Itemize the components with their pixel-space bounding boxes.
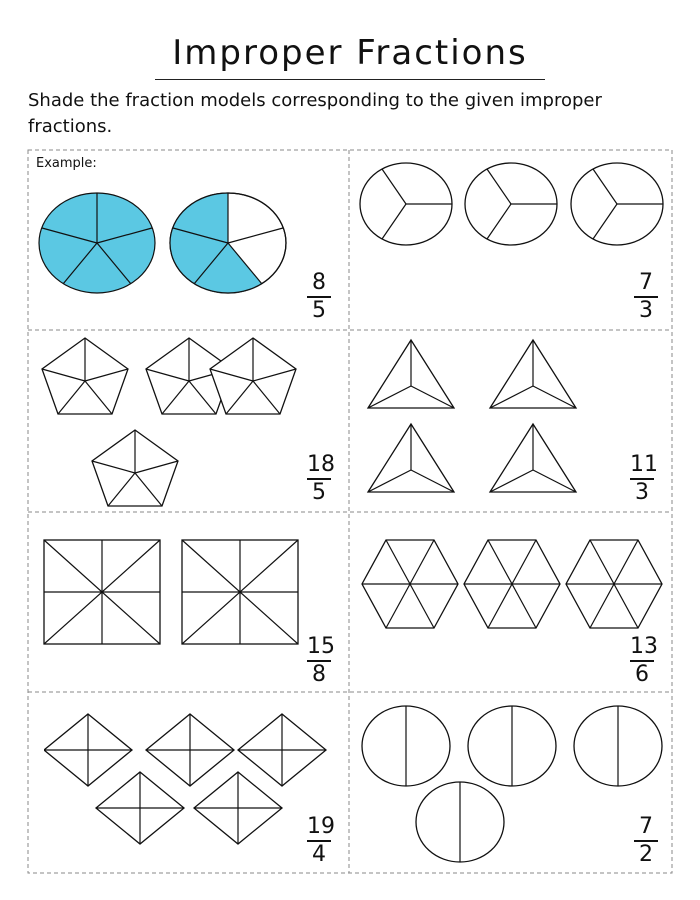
fraction-numerator: 7 bbox=[634, 272, 658, 298]
title-underline bbox=[155, 79, 545, 80]
fraction-denominator: 3 bbox=[639, 298, 653, 323]
diamond-3[interactable] bbox=[238, 714, 326, 786]
fraction-19-4 bbox=[299, 816, 339, 866]
fraction-numerator: 7 bbox=[634, 816, 658, 842]
rectangle-1[interactable] bbox=[44, 540, 160, 644]
fraction-numerator: 8 bbox=[307, 272, 331, 298]
fraction-numerator: 18 bbox=[307, 454, 331, 480]
circle-halves-3[interactable] bbox=[574, 706, 662, 786]
hexagon-3[interactable] bbox=[566, 540, 662, 628]
example-fraction bbox=[299, 272, 339, 322]
fraction-numerator: 19 bbox=[307, 816, 331, 842]
diamond-4[interactable] bbox=[96, 772, 184, 844]
hexagon-2[interactable] bbox=[464, 540, 560, 628]
triangle-1[interactable] bbox=[368, 340, 454, 408]
example-models[interactable] bbox=[36, 188, 296, 308]
pentagon-4[interactable] bbox=[92, 430, 178, 506]
example-circle-1[interactable] bbox=[39, 193, 155, 293]
circle-halves-4[interactable] bbox=[416, 782, 504, 862]
fraction-denominator: 2 bbox=[639, 842, 653, 867]
fraction-18-5 bbox=[299, 454, 339, 504]
circle-thirds-models[interactable] bbox=[356, 158, 668, 248]
diamond-2[interactable] bbox=[146, 714, 234, 786]
hexagon-models[interactable] bbox=[360, 534, 666, 640]
fraction-denominator: 3 bbox=[635, 480, 649, 505]
fraction-denominator: 5 bbox=[312, 480, 326, 505]
pentagon-3[interactable] bbox=[210, 338, 296, 414]
circle-thirds-1[interactable] bbox=[360, 163, 452, 245]
fraction-denominator: 5 bbox=[312, 298, 326, 323]
diamond-1[interactable] bbox=[44, 714, 132, 786]
fraction-numerator: 13 bbox=[630, 636, 654, 662]
circle-halves-models[interactable] bbox=[360, 702, 666, 867]
fraction-numerator: 11 bbox=[630, 454, 654, 480]
fraction-7-2 bbox=[626, 816, 666, 866]
fraction-numerator: 15 bbox=[307, 636, 331, 662]
instructions: Shade the fraction models corresponding to the given improper fractions. bbox=[28, 90, 602, 137]
pentagon-1[interactable] bbox=[42, 338, 128, 414]
hexagon-1[interactable] bbox=[362, 540, 458, 628]
triangle-models[interactable] bbox=[362, 336, 584, 498]
fraction-13-6 bbox=[622, 636, 662, 686]
example-label: Example: bbox=[36, 156, 97, 171]
fraction-denominator: 6 bbox=[635, 662, 649, 687]
fraction-denominator: 4 bbox=[312, 842, 326, 867]
circle-thirds-2[interactable] bbox=[465, 163, 557, 245]
fraction-denominator: 8 bbox=[312, 662, 326, 687]
circle-thirds-3[interactable] bbox=[571, 163, 663, 245]
triangle-3[interactable] bbox=[368, 424, 454, 492]
triangle-2[interactable] bbox=[490, 340, 576, 408]
circle-halves-1[interactable] bbox=[362, 706, 450, 786]
example-circle-2[interactable] bbox=[170, 193, 286, 293]
rectangle-models[interactable] bbox=[40, 536, 302, 648]
pentagon-models[interactable] bbox=[36, 334, 306, 510]
diamond-5[interactable] bbox=[194, 772, 282, 844]
fraction-11-3 bbox=[622, 454, 662, 504]
fraction-15-8 bbox=[299, 636, 339, 686]
fraction-7-3 bbox=[626, 272, 666, 322]
worksheet-title: Improper Fractions bbox=[172, 33, 528, 73]
rectangle-2[interactable] bbox=[182, 540, 298, 644]
diamond-models[interactable] bbox=[44, 710, 328, 850]
triangle-4[interactable] bbox=[490, 424, 576, 492]
circle-halves-2[interactable] bbox=[468, 706, 556, 786]
